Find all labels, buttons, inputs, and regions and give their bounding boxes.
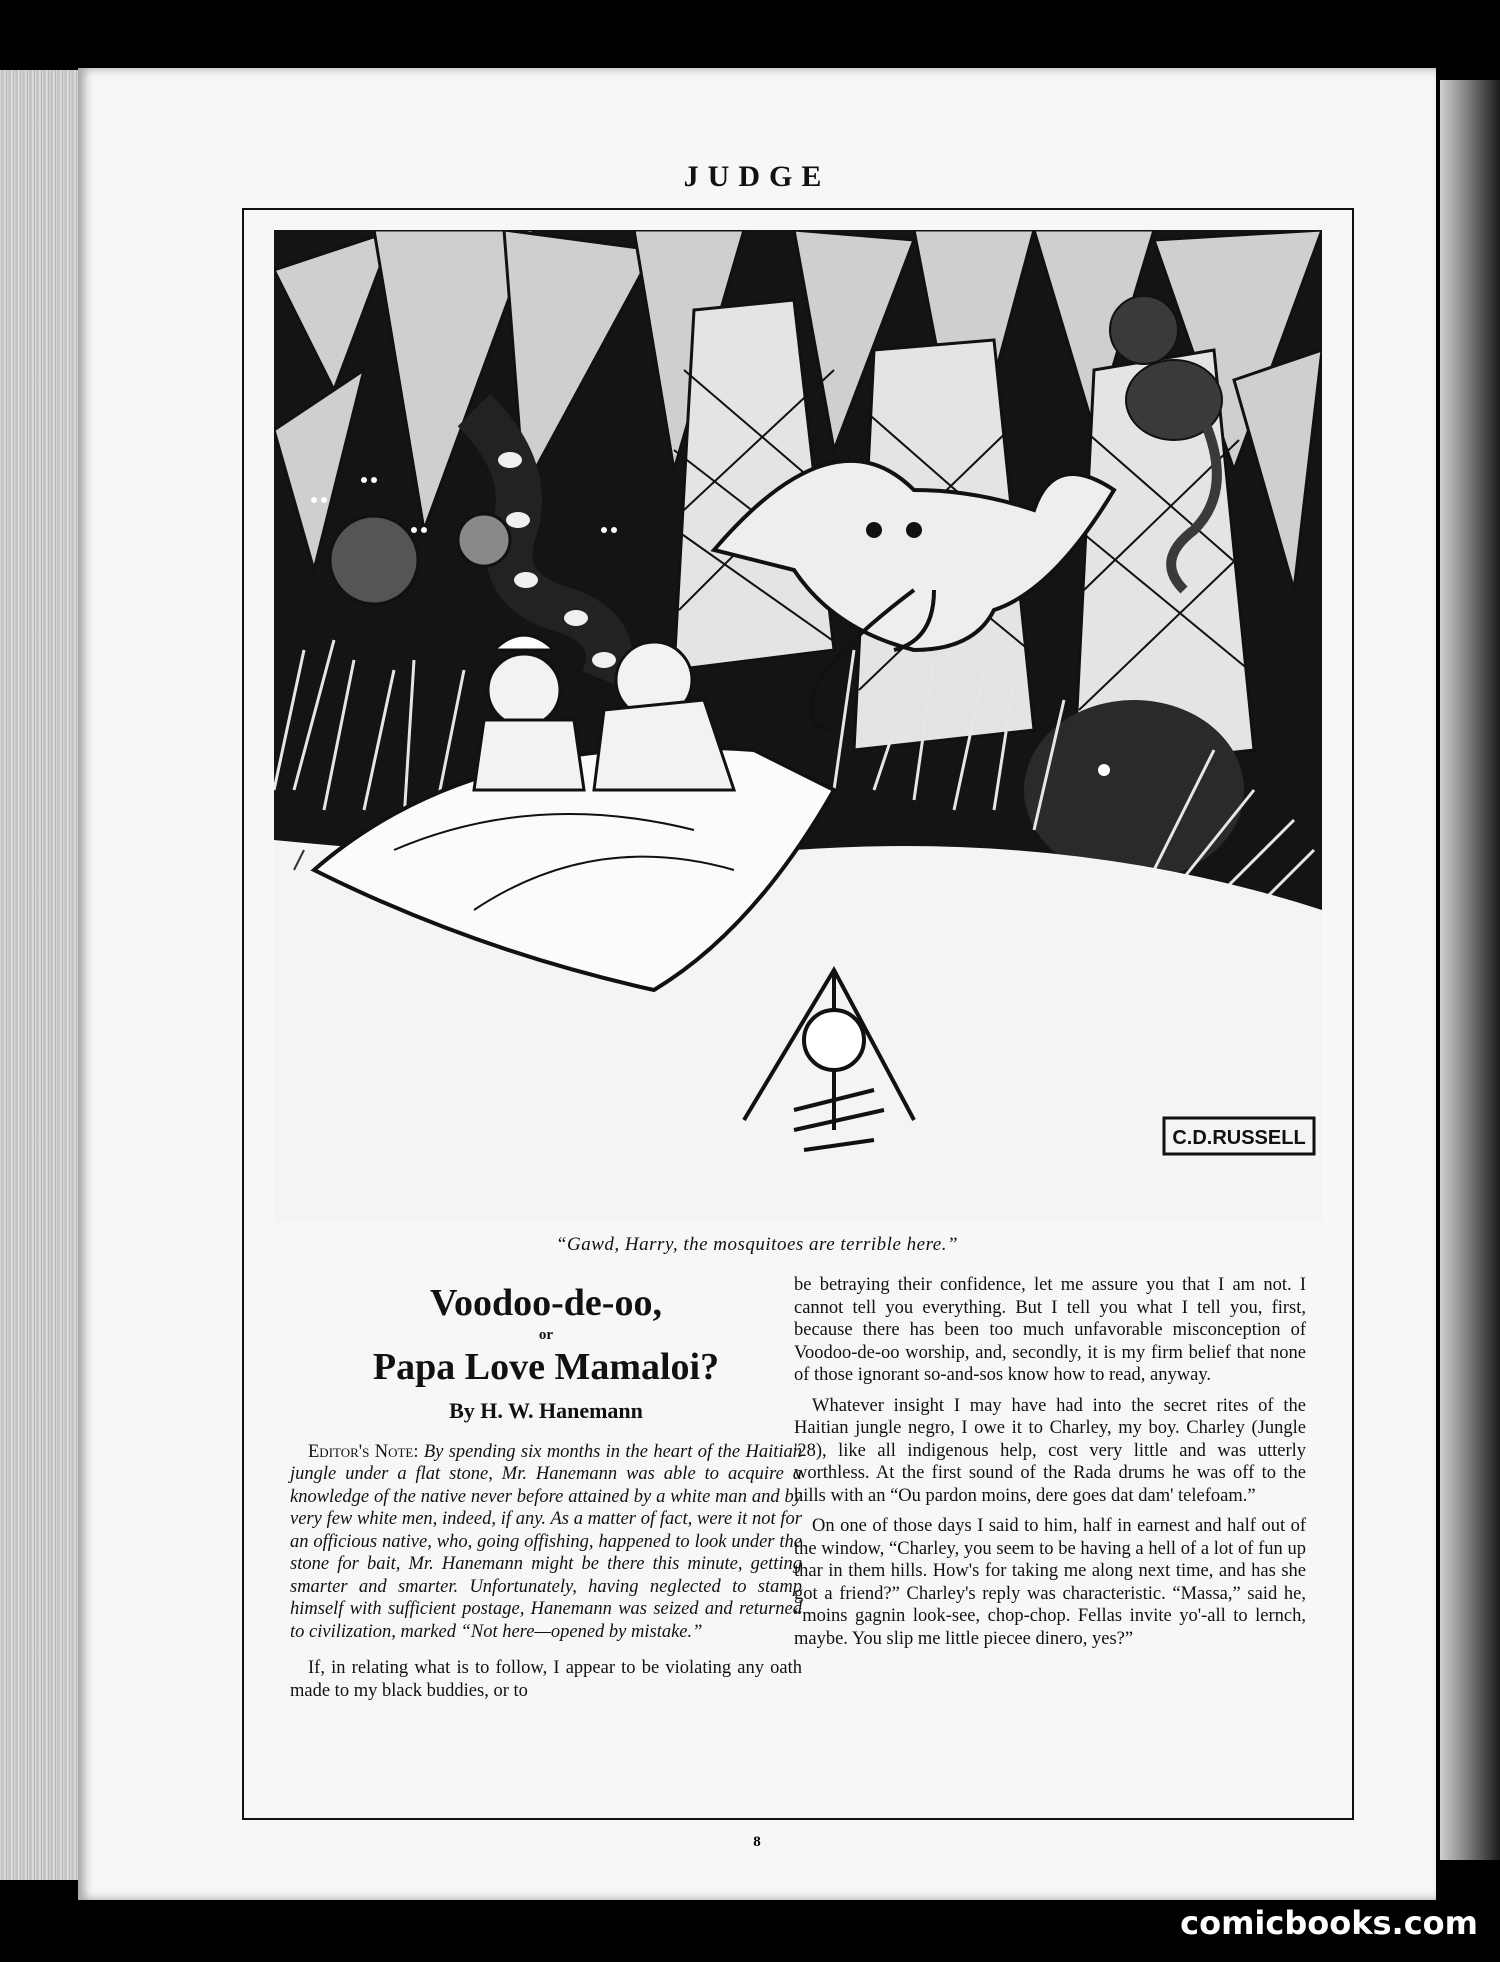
cartoon-illustration xyxy=(274,230,1322,1222)
cartoon-caption: “Gawd, Harry, the mosquitoes are terrible here.” xyxy=(555,1234,959,1255)
paragraph-1-continued: be betraying their confidence, let me assure you that I am not. I cannot tell you everything. But I tell you what I tell you, first, because there has been too much unfavorable misconception of Voodoo-de-oo worship, and, secondly, it is my firm belief that none of those ignorant so-and-sos know how to read, anyway. xyxy=(794,1275,1306,1385)
editors-note-label: Editor's Note: xyxy=(308,1441,419,1462)
article-title-line1: Voodoo-de-oo, xyxy=(430,1282,662,1324)
paragraph-3: On one of those days I said to him, half in earnest and half out of the window, “Charley, you seem to be having a hell of a lot of fun up thar in them hills. How's for taking me along next time, and has she got a friend?” Charley's reply was characteristic. “Massa,” said he, “moins gagnin look-see, chop-chop. Fellas invite yo'-all to lernch, maybe. You slip me little piecee dinero, yes?” xyxy=(794,1516,1306,1649)
editors-note xyxy=(290,1441,802,1644)
editors-note-text: By spending six months in the heart of the Haitian jungle under a flat stone, Mr. Hanemann was able to acquire a knowledge of the native never before attained by a white man and by very few white men, indeed, if any. As a matter of fact, were it not for an officious native, who, going offishing, happened to look under the stone for bait, Mr. Hanemann might be there this minute, getting smarter and smarter. Unfortunately, having neglected to stamp himself with sufficient postage, Hanemann was seized and returned to civilization, marked “Not here—opened by mistake.” xyxy=(290,1441,803,1642)
article-title-line2: Papa Love Mamaloi? xyxy=(372,1346,720,1388)
paragraph-1-start: If, in relating what is to follow, I appear to be violating any oath made to my black buddies, or to xyxy=(290,1658,802,1701)
article-column-right xyxy=(794,1274,1306,1658)
paragraph-2: Whatever insight I may have had into the secret rites of the Haitian jungle negro, I owe it to Charley, my boy. Charley (Jungle '28), like all indigenous help, cost very little and was utterly worthless. At the first sound of the Rada drums he was off to the hills with an “Ou pardon moins, dere goes dat dam' telefoam.” xyxy=(794,1395,1306,1506)
magazine-page xyxy=(78,68,1436,1900)
article-byline: By H. W. Hanemann xyxy=(449,1398,643,1423)
article-column-left xyxy=(290,1274,802,1710)
artist-signature: C.D.RUSSELL xyxy=(1172,1127,1306,1149)
jungle-scene xyxy=(274,230,1322,1222)
watermark: comicbooks.com xyxy=(1180,1904,1478,1942)
running-head: JUDGE xyxy=(683,160,831,193)
book-page-edges xyxy=(0,70,90,1880)
article-title-or: or xyxy=(538,1327,554,1343)
book-spine-shadow xyxy=(1440,80,1500,1860)
page-number: 8 xyxy=(753,1834,761,1850)
